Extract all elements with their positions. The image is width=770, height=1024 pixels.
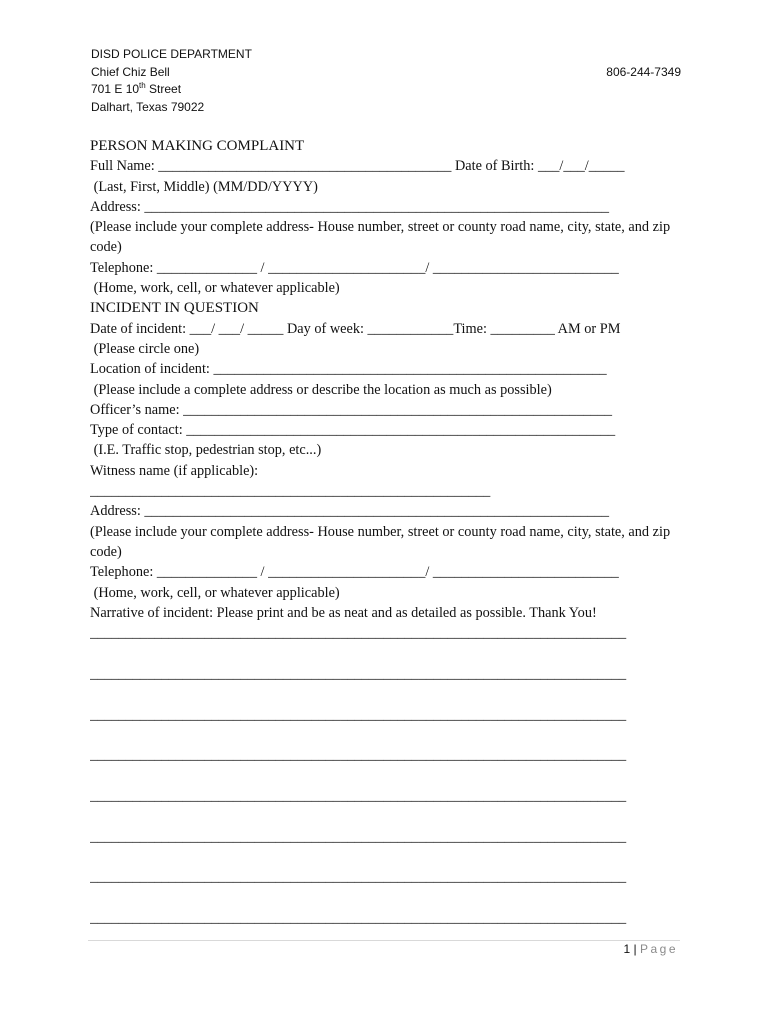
- full-name-field[interactable]: Full Name: _________________________________________ Date of Birth: ___/___/_____: [90, 158, 625, 175]
- page-label: Page: [639, 942, 678, 956]
- location-hint: (Please include a complete address or describe the location as much as possible): [90, 381, 552, 398]
- address-field[interactable]: Address: _________________________________________________________________: [90, 198, 610, 215]
- address-hint: (Please include your complete address- House number, street or county road name, city, state, and zip code): [90, 219, 671, 256]
- page-footer: [623, 942, 678, 956]
- incident-date-field[interactable]: Date of incident: ___/ ___/ _____ Day of week: ____________Time: _________ AM or PM: [90, 320, 621, 337]
- department-name: DISD POLICE DEPARTMENT: [91, 47, 252, 61]
- contact-type-hint: (I.E. Traffic stop, pedestrian stop, etc...): [90, 442, 322, 459]
- contact-type-field[interactable]: Type of contact: ____________________________________________________________: [90, 422, 616, 439]
- city-state-zip: Dalhart, Texas 79022: [91, 99, 205, 114]
- location-field[interactable]: Location of incident: _______________________________________________________: [90, 361, 607, 378]
- complaint-form: [90, 136, 672, 928]
- witness-address-field[interactable]: Address: _________________________________________________________________: [90, 503, 610, 520]
- telephone-field[interactable]: Telephone: ______________ / ______________________/ __________________________: [90, 259, 619, 276]
- narrative-line[interactable]: ___________________________________________________________________________: [90, 828, 627, 845]
- narrative-line[interactable]: ___________________________________________________________________________: [90, 706, 627, 723]
- witness-address-hint: (Please include your complete address- House number, street or county road name, city, state, and zip code): [90, 523, 671, 560]
- street-ordinal: th: [139, 81, 146, 90]
- narrative-line[interactable]: ___________________________________________________________________________: [90, 869, 627, 886]
- footer-divider: [88, 940, 680, 941]
- circle-hint: (Please circle one): [90, 340, 200, 357]
- narrative-label: Narrative of incident: Please print and be as neat and as detailed as possible. Thank You!: [90, 604, 597, 621]
- officer-name-field[interactable]: Officer’s name: ____________________________________________________________: [90, 401, 613, 418]
- narrative-line[interactable]: ___________________________________________________________________________: [90, 909, 627, 926]
- street-name: Street: [145, 82, 182, 96]
- page-number: 1: [623, 942, 631, 956]
- complainant-section-heading: PERSON MAKING COMPLAINT: [90, 138, 305, 154]
- incident-section-heading: INCIDENT IN QUESTION: [90, 300, 259, 317]
- telephone-hint: (Home, work, cell, or whatever applicable): [90, 280, 340, 297]
- street-number: 701 E 10: [91, 82, 140, 96]
- letterhead: [91, 46, 681, 116]
- witness-telephone-field[interactable]: Telephone: ______________ / ______________________/ __________________________: [90, 564, 619, 581]
- chief-name: Chief Chiz Bell: [91, 64, 170, 79]
- street-address: [91, 81, 681, 99]
- narrative-lines: [90, 623, 672, 928]
- narrative-line[interactable]: ___________________________________________________________________________: [90, 747, 627, 764]
- witness-label: Witness name (if applicable):: [90, 462, 259, 479]
- department-phone: 806-244-7349: [606, 64, 681, 79]
- witness-telephone-hint: (Home, work, cell, or whatever applicable): [90, 584, 340, 601]
- narrative-line[interactable]: ___________________________________________________________________________: [90, 625, 627, 642]
- witness-name-field[interactable]: ________________________________________________________: [90, 483, 491, 500]
- narrative-line[interactable]: ___________________________________________________________________________: [90, 665, 627, 682]
- narrative-line[interactable]: ___________________________________________________________________________: [90, 787, 627, 804]
- page-separator: |: [630, 942, 640, 956]
- full-name-hint: (Last, First, Middle) (MM/DD/YYYY): [90, 178, 318, 195]
